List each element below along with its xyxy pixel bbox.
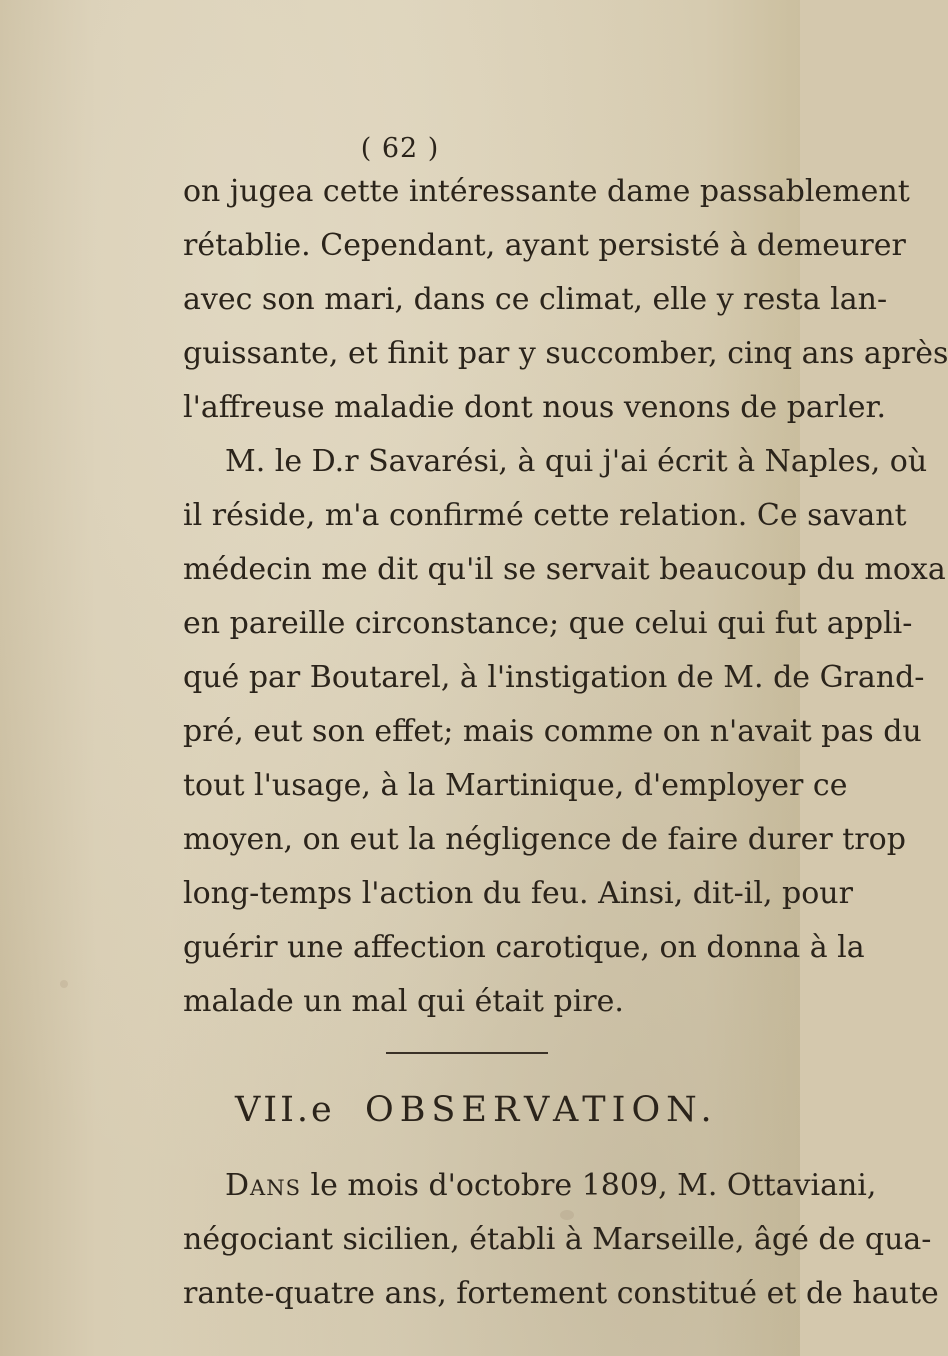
text-line: rétablie. Cependant, ayant persisté à demeurer bbox=[183, 228, 906, 263]
text-line: M. le D.r Savarési, à qui j'ai écrit à Naples, où bbox=[225, 444, 928, 479]
paper-stain bbox=[60, 980, 68, 988]
text-line: rante-quatre ans, fortement constitué et de haute bbox=[183, 1276, 939, 1311]
text-line: avec son mari, dans ce climat, elle y resta lan- bbox=[183, 282, 888, 317]
text-line: négociant sicilien, établi à Marseille, âgé de qua- bbox=[183, 1222, 932, 1257]
text-line: guérir une affection carotique, on donna à la bbox=[183, 930, 865, 965]
text-line: long-temps l'action du feu. Ainsi, dit-il, pour bbox=[183, 876, 853, 911]
text-line: guissante, et finit par y succomber, cinq ans après bbox=[183, 336, 948, 371]
page-number: ( 62 ) bbox=[360, 133, 440, 164]
section-rule bbox=[386, 1052, 548, 1054]
text-line: pré, eut son effet; mais comme on n'avait pas du bbox=[183, 714, 922, 749]
paper-stain bbox=[560, 1210, 574, 1220]
section-number: VII.e bbox=[235, 1090, 335, 1130]
text-line: il réside, m'a confirmé cette relation. Ce savant bbox=[183, 498, 907, 533]
section-title: OBSERVATION. bbox=[365, 1090, 718, 1130]
text-line: qué par Boutarel, à l'instigation de M. de Grand- bbox=[183, 660, 925, 695]
text-line bbox=[225, 1168, 877, 1204]
text-line: on jugea cette intéressante dame passablement bbox=[183, 174, 910, 209]
text-line: l'affreuse maladie dont nous venons de parler. bbox=[183, 390, 887, 425]
text-span: le mois d'octobre 1809, M. Ottaviani, bbox=[310, 1168, 877, 1203]
text-line: médecin me dit qu'il se servait beaucoup du moxa bbox=[183, 552, 946, 587]
text-line: malade un mal qui était pire. bbox=[183, 984, 624, 1019]
drop-word: Dans bbox=[225, 1168, 301, 1203]
text-line: moyen, on eut la négligence de faire durer trop bbox=[183, 822, 906, 857]
text-line: en pareille circonstance; que celui qui fut appli- bbox=[183, 606, 913, 641]
text-line: tout l'usage, à la Martinique, d'employer ce bbox=[183, 768, 848, 803]
